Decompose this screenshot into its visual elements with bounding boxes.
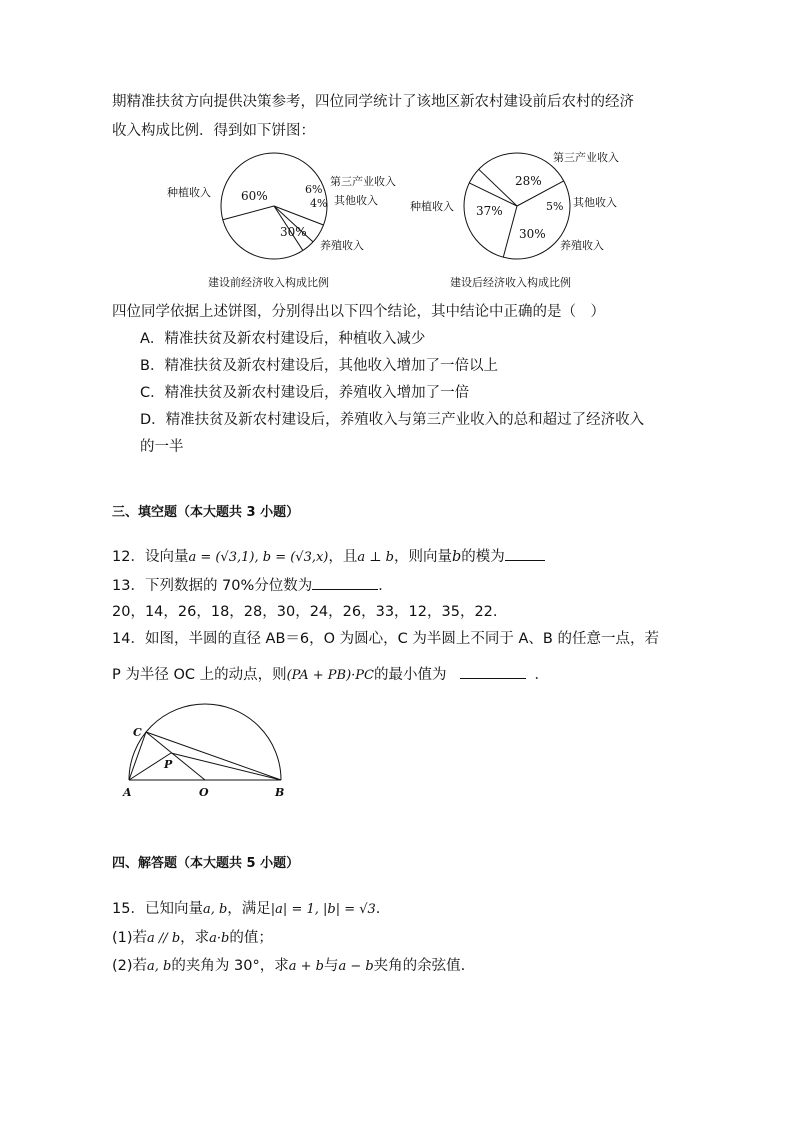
slice-name: 其他收入	[573, 196, 617, 209]
pie-title: 建设后经济收入构成比例	[450, 276, 571, 289]
section-3-heading: 三、填空题（本大题共 3 小题）	[112, 505, 300, 520]
segment-ca	[129, 732, 146, 780]
slice-name: 种植收入	[167, 186, 211, 199]
slice-name: 第三产业收入	[330, 175, 396, 188]
q15-vecs: a, b	[202, 902, 228, 917]
slice-name: 其他收入	[334, 194, 378, 207]
slice-label: 4%	[310, 197, 328, 210]
q12-answer-blank[interactable]	[505, 546, 545, 561]
q14-end: ．	[534, 667, 549, 683]
q15-p2-a: (2)若	[112, 958, 148, 974]
label-p: P	[164, 758, 173, 771]
pie-chart-after	[410, 150, 619, 289]
q11-option-a: A．精准扶贫及新农村建设后，种植收入减少	[140, 331, 426, 347]
q15-p1-b: ，求	[180, 930, 210, 946]
slice-name: 种植收入	[410, 200, 454, 213]
q15-p1-parallel: a // b	[147, 931, 181, 946]
pie-slice-divider	[503, 206, 517, 257]
slice-label: 28%	[515, 174, 542, 188]
q12-line	[112, 546, 545, 568]
q11-option-b: B．精准扶贫及新农村建设后，其他收入增加了一倍以上	[140, 358, 498, 374]
q15-stem-b: ，满足	[227, 901, 271, 917]
q15-p2-sum: a + b	[288, 959, 324, 974]
q12-b: b	[451, 549, 462, 565]
q15-stem-end: .	[375, 901, 381, 917]
q11-option-c: C．精准扶贫及新农村建设后，养殖收入增加了一倍	[140, 385, 470, 401]
pie-chart-before	[167, 153, 396, 289]
q15-p1-c: 的值；	[229, 930, 273, 946]
q13-answer-blank[interactable]	[312, 575, 378, 590]
label-a: A	[123, 786, 132, 799]
q15-p2-diff: a − b	[338, 959, 374, 974]
q15-p2-c: 与	[323, 958, 339, 974]
slice-name: 第三产业收入	[553, 151, 619, 164]
q11-option-d-cont: 的一半	[140, 439, 184, 455]
section-4-heading: 四、解答题（本大题共 5 小题）	[112, 856, 300, 871]
q13-line	[112, 575, 393, 596]
q15-p1-dot: a·b	[209, 931, 230, 946]
q12-b-def: b = (√3,x)	[262, 550, 329, 565]
semicircle-arc	[129, 704, 281, 780]
q12-perp: a ⊥ b	[357, 550, 394, 565]
pie-charts	[160, 145, 640, 295]
q12-prefix: 12．设向量	[112, 549, 189, 565]
q11-stem: 四位同学依据上述饼图，分别得出以下四个结论，其中结论中正确的是（ ）	[112, 304, 605, 320]
label-c: C	[133, 726, 142, 739]
q14-answer-blank[interactable]	[460, 664, 526, 679]
slice-name: 养殖收入	[560, 239, 604, 252]
q15-part-2	[112, 956, 465, 977]
q12-suffix: 的模为	[461, 549, 505, 565]
q15-part-1	[112, 928, 273, 949]
slice-label: 6%	[305, 183, 323, 196]
slice-name: 养殖收入	[320, 239, 364, 252]
q14-line-2	[112, 664, 549, 686]
q13-text: 13．下列数据的 70%分位数为	[112, 578, 313, 594]
q14-expression: (PA + PB)·PC	[286, 668, 374, 683]
q12-mid2: ，则向量	[393, 549, 452, 565]
semicircle-figure	[115, 700, 295, 800]
segment-pb	[171, 753, 281, 780]
q15-p1-a: (1)若	[112, 930, 148, 946]
q14-line2-b: 的最小值为	[373, 667, 447, 683]
q15-condition: |a| = 1, |b| = √3	[270, 902, 376, 917]
q15-p2-b: 的夹角为 30°，求	[171, 958, 289, 974]
q14-line-1: 14．如图，半圆的直径 AB＝6，O 为圆心，C 为半圆上不同于 A、B 的任意一点，若	[112, 631, 659, 647]
pie-slice-dividers	[223, 206, 324, 250]
q15-stem-a: 15．已知向量	[112, 901, 203, 917]
q15-stem	[112, 899, 380, 920]
intro-line-2: 收入构成比例．得到如下饼图：	[112, 123, 315, 139]
pie-title: 建设前经济收入构成比例	[208, 276, 329, 289]
slice-label: 30%	[280, 225, 307, 239]
q13-end: ．	[378, 578, 393, 594]
q11-option-d: D．精准扶贫及新农村建设后，养殖收入与第三产业收入的总和超过了经济收入	[140, 412, 645, 428]
q12-a-def: a = (√3,1),	[188, 550, 263, 565]
pie-slice-divider	[469, 183, 517, 206]
q13-data: 20，14，26，18，28，30，24，26，33，12，35，22.	[112, 604, 498, 620]
segment-oc	[146, 732, 205, 780]
q15-p2-vecs: a, b	[147, 959, 172, 974]
slice-label: 60%	[241, 189, 268, 203]
slice-label: 5%	[546, 200, 564, 213]
slice-label: 37%	[476, 204, 503, 218]
slice-label: 30%	[519, 227, 546, 241]
pie-slice-divider	[223, 206, 274, 220]
q15-p2-d: 夹角的余弦值.	[373, 958, 466, 974]
q12-mid: ，且	[328, 549, 358, 565]
q14-line2-a: P 为半径 OC 上的动点，则	[112, 667, 287, 683]
label-b: B	[275, 786, 285, 799]
pie-slice-divider	[479, 169, 517, 206]
label-o: O	[199, 786, 209, 799]
intro-line-1: 期精准扶贫方向提供决策参考，四位同学统计了该地区新农村建设前后农村的经济	[112, 94, 634, 110]
